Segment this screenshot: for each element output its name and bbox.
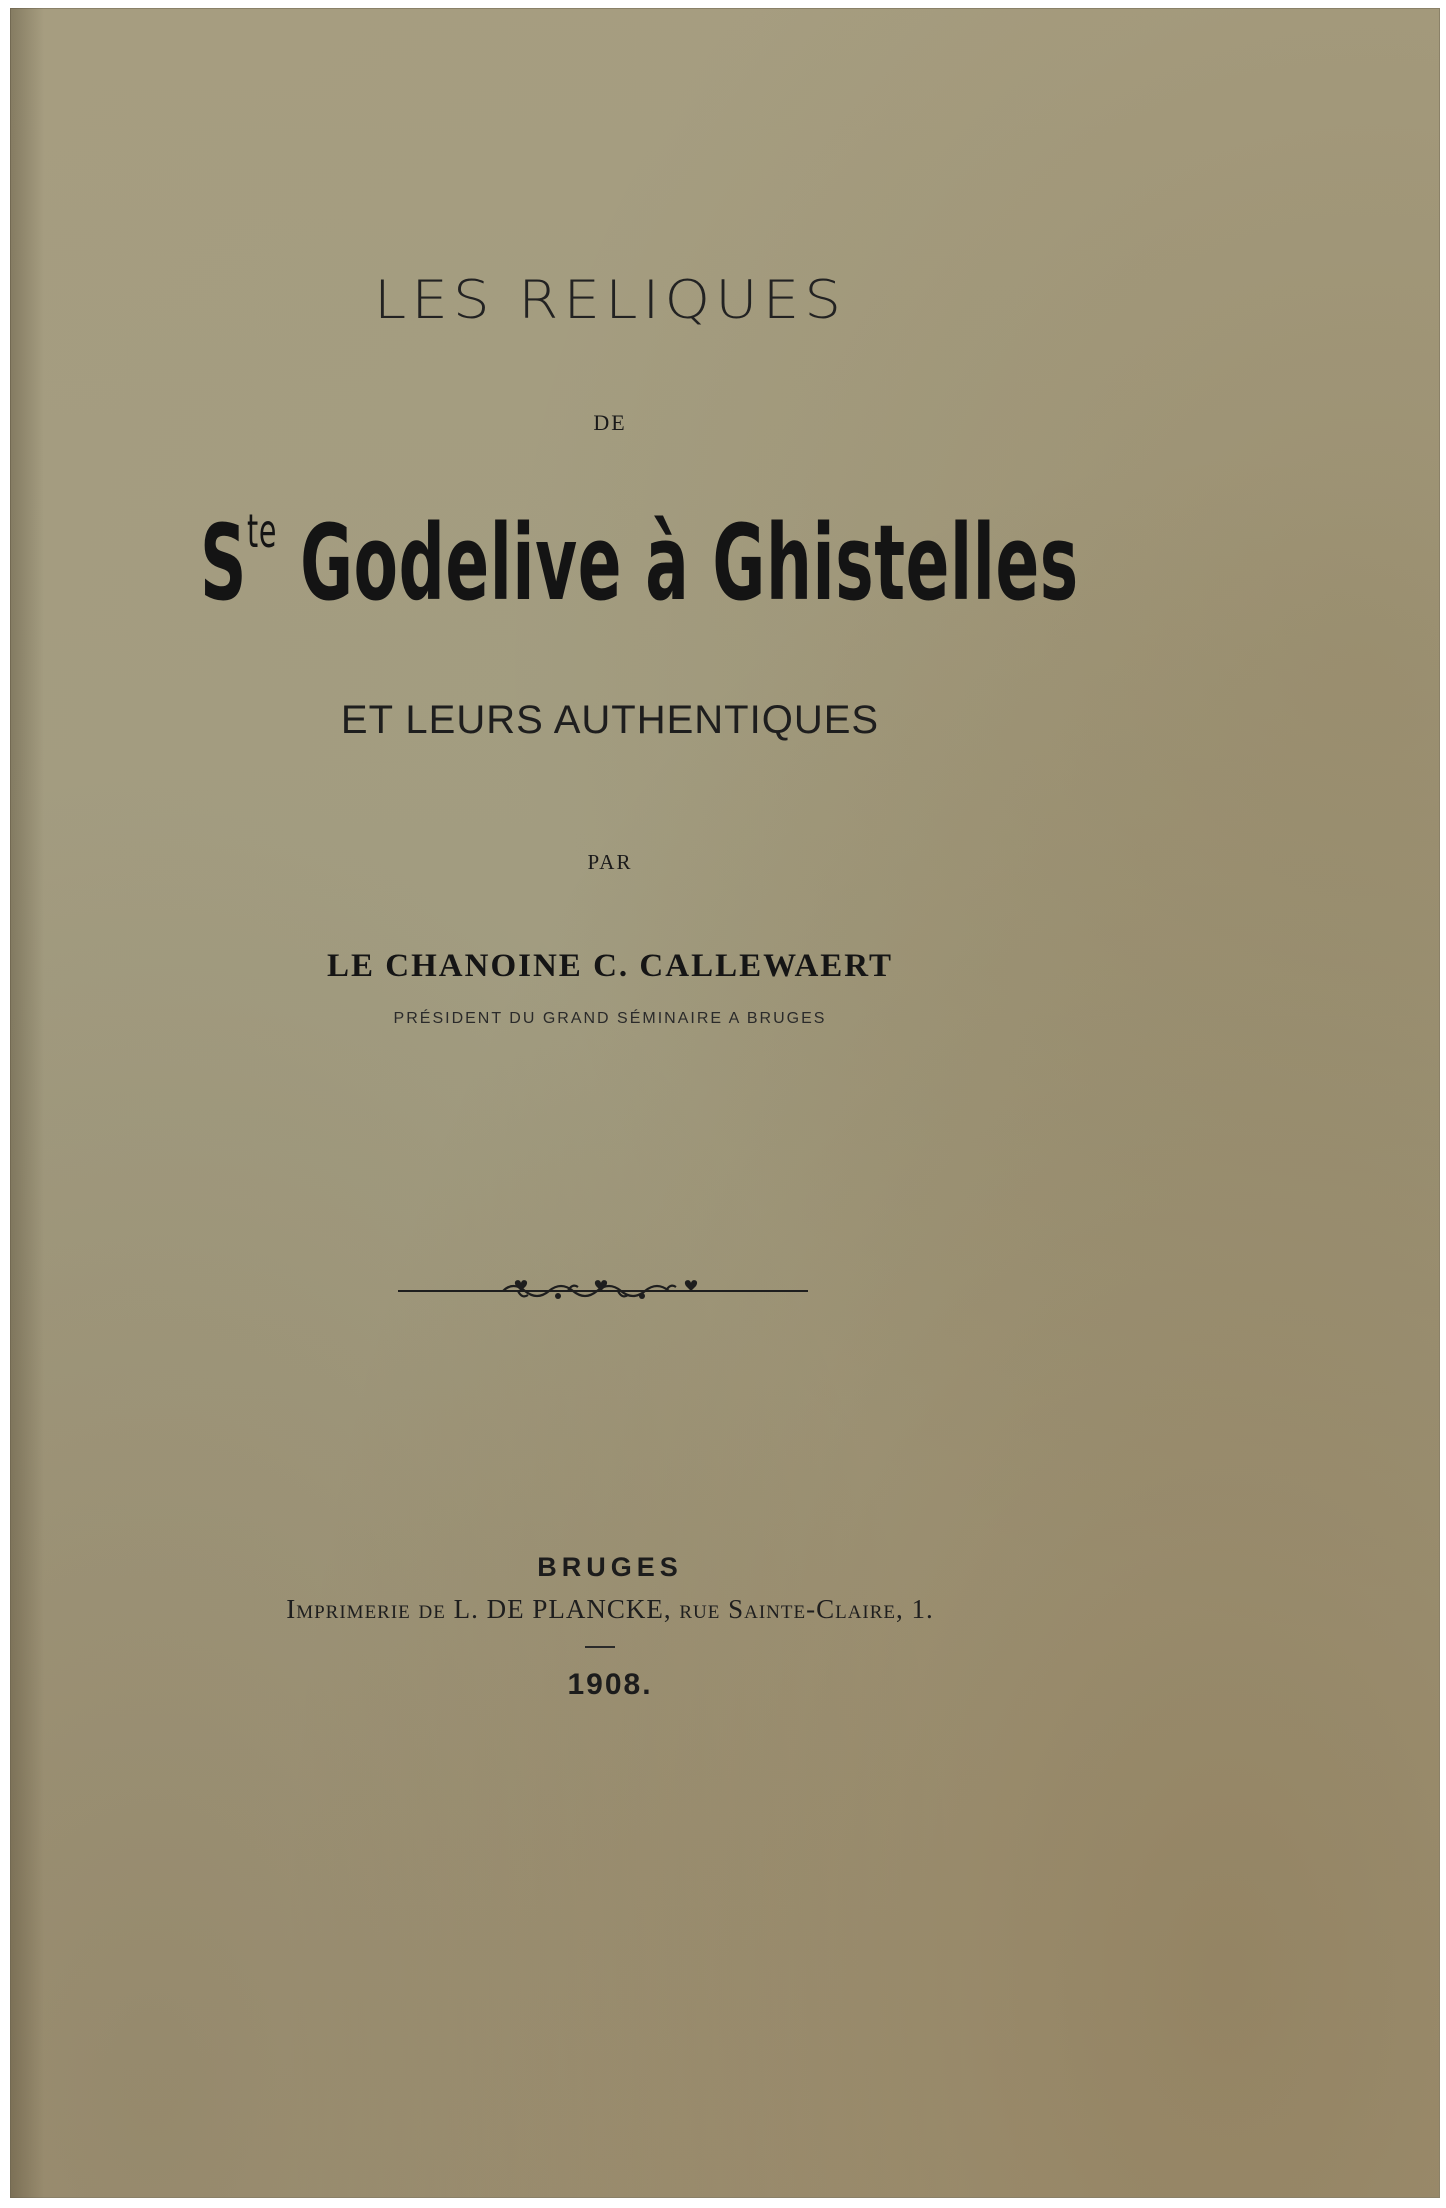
by-label: PAR xyxy=(587,850,633,874)
spine-shadow xyxy=(10,8,44,2198)
floral-rule-ornament-icon xyxy=(398,1276,808,1306)
saint-superscript: te xyxy=(247,504,278,558)
connector-de: DE xyxy=(593,410,627,435)
printer-line: Imprimerie de L. DE PLANCKE, rue Sainte-Claire, 1. xyxy=(286,1594,934,1624)
author-name: LE CHANOINE C. CALLEWAERT xyxy=(327,948,893,984)
author-role: PRÉSIDENT DU GRAND SÉMINAIRE A BRUGES xyxy=(393,1010,827,1027)
main-title xyxy=(200,502,1079,624)
title-main: Godelive à Ghistelles xyxy=(300,502,1079,624)
subtitle: ET LEURS AUTHENTIQUES xyxy=(340,698,880,742)
book-cover xyxy=(10,8,1440,2198)
separator-dash xyxy=(585,1646,615,1648)
city: BRUGES xyxy=(537,1552,683,1582)
year: 1908. xyxy=(567,1668,653,1701)
saint-prefix: S xyxy=(200,502,248,624)
title-line-1: LES RELIQUES xyxy=(373,269,847,331)
